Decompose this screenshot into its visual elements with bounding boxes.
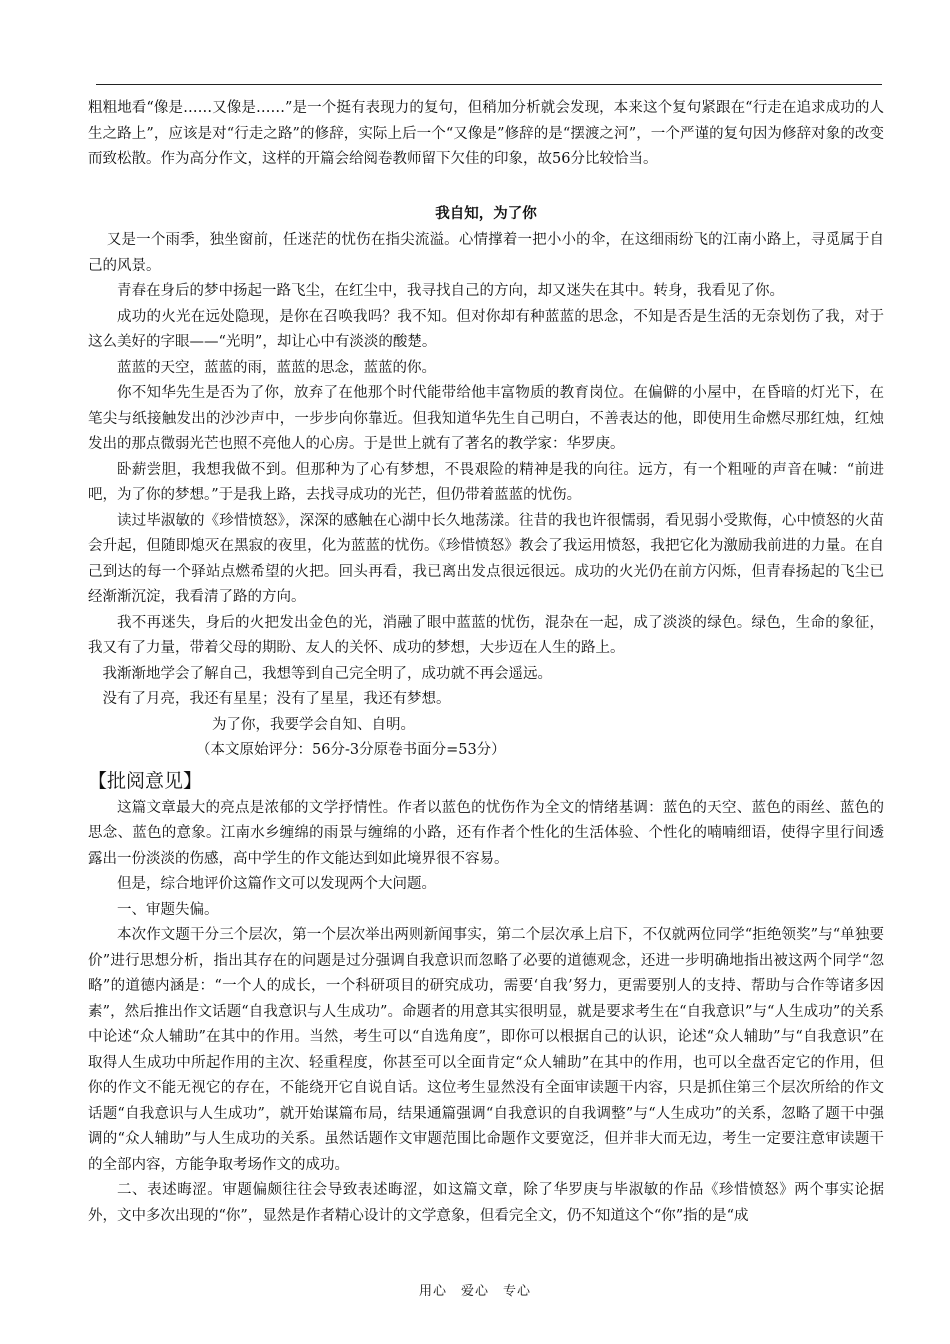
review-paragraph: 本次作文题干分三个层次，第一个层次举出两则新闻事实，第二个层次承上启下，不仅就两位同学“拒绝领奖”与“单独要价”进行思想分析，指出其存在的问题是过分强调自我意识而忽略了必要的道德观念，还进一步明确地指出被这两个同学“忽略”的道德内涵是：“一个人的成长，一个科研项目的研究成功，需要‘自我’努力，更需要别人的支持、帮助与合作等诸多因素”，然后推出作文话题“自我意识与人生成功”。命题者的用意其实很明显，就是要求考生在“自我意识”与“人生成功”的关系中论述“众人辅助”在其中的作用。当然，考生可以“自选角度”，即你可以根据自己的认识，论述“众人辅助”与“自我意识”在取得人生成功中所起作用的主次、轻重程度，你甚至可以全面肯定“众人辅助”在其中的作用，也可以全盘否定它的作用，但你的作文不能无视它的存在，不能绕开它自说自话。这位考生显然没有全面审读题干内容，只是抓住第三个层次所给的作文话题“自我意识与人生成功”，就开始谋篇布局，结果通篇强调“自我意识的自我调整”与“人生成功”的关系，忽略了题干中强调的“众人辅助”与人生成功的关系。虽然话题作文审题范围比命题作文要宽泛，但并非大而无边，考生一定要注意审读题干的全部内容，方能争取考场作文的成功。 bbox=[88, 927, 884, 1173]
review-paragraph: 一、审题失偏。 bbox=[117, 901, 219, 918]
essay-paragraph: 成功的火光在远处隐现，是你在召唤我吗？我不知。但对你却有种蓝蓝的思念，不知是否是生活的无奈划伤了我，对于这么美好的字眼——“光明”，却让心中有淡淡的酸楚。 bbox=[88, 308, 884, 350]
review-paragraph: 二、表述晦涩。审题偏颇往往会导致表述晦涩，如这篇文章，除了华罗庚与毕淑敏的作品《珍惜愤怒》两个事实论据外，文中多次出现的“你”，显然是作者精心设计的文学意象，但看完全文，仍不知道这个“你”指的是“成 bbox=[88, 1182, 884, 1224]
document-body bbox=[88, 96, 884, 1229]
score-note: （本文原始评分：56分-3分原卷书面分=53分） bbox=[196, 742, 506, 758]
essay-closing: 为了你，我要学会自知、自明。 bbox=[212, 716, 415, 733]
review-paragraph: 但是，综合地评价这篇作文可以发现两个大问题。 bbox=[117, 876, 436, 892]
essay-paragraph: 没有了月亮，我还有星星；没有了星星，我还有梦想。 bbox=[102, 691, 451, 707]
essay-paragraph: 卧薪尝胆，我想我做不到。但那种为了心有梦想，不畏艰险的精神是我的向往。远方，有一个粗哑的声音在喊：“前进吧，为了你的梦想。”于是我上路，去找寻成功的光芒，但仍带着蓝蓝的忧伤。 bbox=[88, 461, 884, 503]
essay-paragraph: 青春在身后的梦中扬起一路飞尘，在红尘中，我寻找自己的方向，却又迷失在其中。转身，我看见了你。 bbox=[117, 283, 784, 299]
essay-paragraph: 蓝蓝的天空，蓝蓝的雨，蓝蓝的思念，蓝蓝的你。 bbox=[117, 359, 436, 376]
header-rule bbox=[96, 84, 882, 85]
essay-paragraph: 又是一个雨季，独坐窗前，任迷茫的忧伤在指尖流溢。心情撑着一把小小的伞，在这细雨纷飞的江南小路上，寻觅属于自己的风景。 bbox=[88, 232, 884, 274]
review-paragraph: 这篇文章最大的亮点是浓郁的文学抒情性。作者以蓝色的忧伤作为全文的情绪基调：蓝色的天空、蓝色的雨丝、蓝色的思念、蓝色的意象。江南水乡缠绵的雨景与缠绵的小路，还有作者个性化的生活体验、个性化的喃喃细语，使得字里行间透露出一份淡淡的伤感，高中学生的作文能达到如此境界很不容易。 bbox=[88, 799, 884, 867]
review-heading: 【批阅意见】 bbox=[88, 769, 203, 792]
essay-paragraph: 我不再迷失，身后的火把发出金色的光，消融了眼中蓝蓝的忧伤，混杂在一起，成了淡淡的绿色。绿色，生命的象征，我又有了力量，带着父母的期盼、友人的关怀、成功的梦想，大步迈在人生的路上。 bbox=[88, 614, 884, 656]
essay-title: 我自知，为了你 bbox=[435, 204, 537, 222]
page-footer: 用心 爱心 专心 bbox=[418, 1284, 531, 1299]
essay-paragraph: 我渐渐地学会了解自己，我想等到自己完全明了，成功就不再会遥远。 bbox=[102, 665, 552, 682]
intro-paragraph: 粗粗地看“像是……又像是……”是一个挺有表现力的复句，但稍加分析就会发现，本来这个复句紧跟在“行走在追求成功的人生之路上”，应该是对“行走之路”的修辞，实际上后一个“又像是”修辞的是“摆渡之河”，一个严谨的复句因为修辞对象的改变而致松散。作为高分作文，这样的开篇会给阅卷教师留下欠佳的印象，故56分比较恰当。 bbox=[88, 100, 884, 167]
essay-paragraph: 你不知华先生是否为了你，放弃了在他那个时代能带给他丰富物质的教育岗位。在偏僻的小屋中，在昏暗的灯光下，在笔尖与纸接触发出的沙沙声中，一步步向你靠近。但我知道华先生自己明白，不善表达的他，即使用生命燃尽那红烛，红烛发出的那点微弱光芒也照不亮他人的心房。于是世上就有了著名的教学家：华罗庚。 bbox=[88, 385, 884, 452]
essay-paragraph: 读过毕淑敏的《珍惜愤怒》，深深的感触在心湖中长久地荡漾。往昔的我也许很懦弱，看见弱小受欺侮，心中愤怒的火苗会升起，但随即熄灭在黑寂的夜里，化为蓝蓝的忧伤。《珍惜愤怒》教会了我运用愤怒，我把它化为激励我前进的力量。在自己到达的每一个驿站点燃希望的火把。回头再看，我已离出发点很远很远。成功的火光仍在前方闪烁，但青春扬起的飞尘已经渐渐沉淀，我看清了路的方向。 bbox=[88, 512, 884, 605]
